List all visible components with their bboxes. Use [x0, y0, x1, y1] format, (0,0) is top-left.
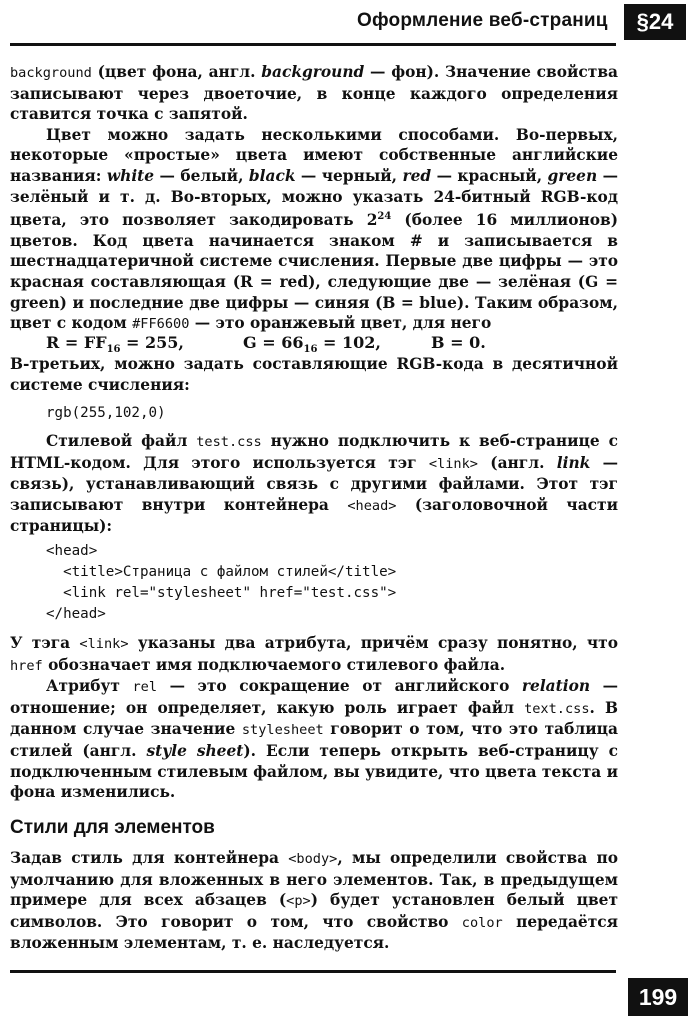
text-block-top	[10, 62, 618, 335]
code-line: <link rel="stylesheet" href="test.css">	[46, 585, 397, 601]
paragraph-rel: Атрибут rel — это сокращение от английского relation — отношение; он определяет, какую роль играет файл text.css. В данном случае значение stylesheet говорит о том, что это таблица стилей (англ. style sheet). Если теперь открыть веб-страницу с подключенным стилевым файлом, вы увидите, что цвета текста и фона изменились.	[10, 677, 619, 802]
code-line: <title>Страница с файлом стилей</title>	[46, 564, 397, 580]
paragraph-color-methods: Цвет можно задать несколькими способами. Во-первых, некоторые «простые» цвета имеют собственные английские названия: white — белый, black — черный, red — красный, green — зелёный и т. д. Во-вторых, можно указать 24-битный RGB-код цвета, это позволяет закодировать $2^{24}$ (более 16 миллионов) цветов. Код цвета начинается знаком # и записывается в шестнадцатеричной системе счисления. Первые две цифры — это красная составляющая (R = red), следующие две — зелёная (G = green) и последние две цифры — синяя (B = blue). Таким образом, цвет с кодом #FF6600 — это оранжевый цвет, для него	[10, 125, 618, 333]
paragraph-decimal: В-третьих, можно задать составляющие RGB-кода в десятичной системе счисления:	[10, 355, 618, 394]
rgb-equation-g: $G = 66_{16} = 102$,	[243, 333, 381, 356]
page-number: 199	[628, 978, 688, 1016]
footer-rule	[10, 970, 616, 973]
paragraph-background: background (цвет фона, англ. background — фон). Значение свойства записывают через двоеточие, в конце каждого определения ставится точка с запятой.	[10, 63, 618, 124]
rgb-equation-b: B = 0.	[431, 333, 486, 352]
paragraph-inheritance: Задав стиль для контейнера <body>, мы определили свойства по умолчанию для вложенных в него элементов. Так, в предыдущем примере для всех абзацев (<p>) будет установлен белый цвет символов. Это говорит о том, что свойство color передаётся вложенным элементам, т. е. наследуется.	[10, 849, 618, 953]
running-header-title: Оформление веб-страниц	[357, 10, 608, 31]
paragraph-link: Стилевой файл test.css нужно подключить к веб-странице с HTML-кодом. Для этого используется тэг <link> (англ. link — связь), устанавливающий связь с другими файлами. Этот тэг записывают внутри контейнера <head> (заголовочной части страницы):	[10, 432, 619, 536]
rgb-equation: $R = FF_{16} = 255$,	[46, 333, 184, 356]
paragraph-attributes: У тэга <link> указаны два атрибута, причём сразу понятно, что href обозначает имя подключаемого стилевого файла.	[10, 634, 618, 674]
section-badge: §24	[624, 4, 686, 40]
code-line: </head>	[46, 606, 106, 622]
code-head-example	[46, 541, 396, 625]
code-line: <head>	[46, 543, 98, 559]
text-block-attributes	[10, 633, 618, 803]
section-heading: Стили для элементов	[10, 817, 215, 838]
header-rule	[10, 43, 616, 46]
code-rgb: rgb(255,102,0)	[46, 405, 166, 421]
